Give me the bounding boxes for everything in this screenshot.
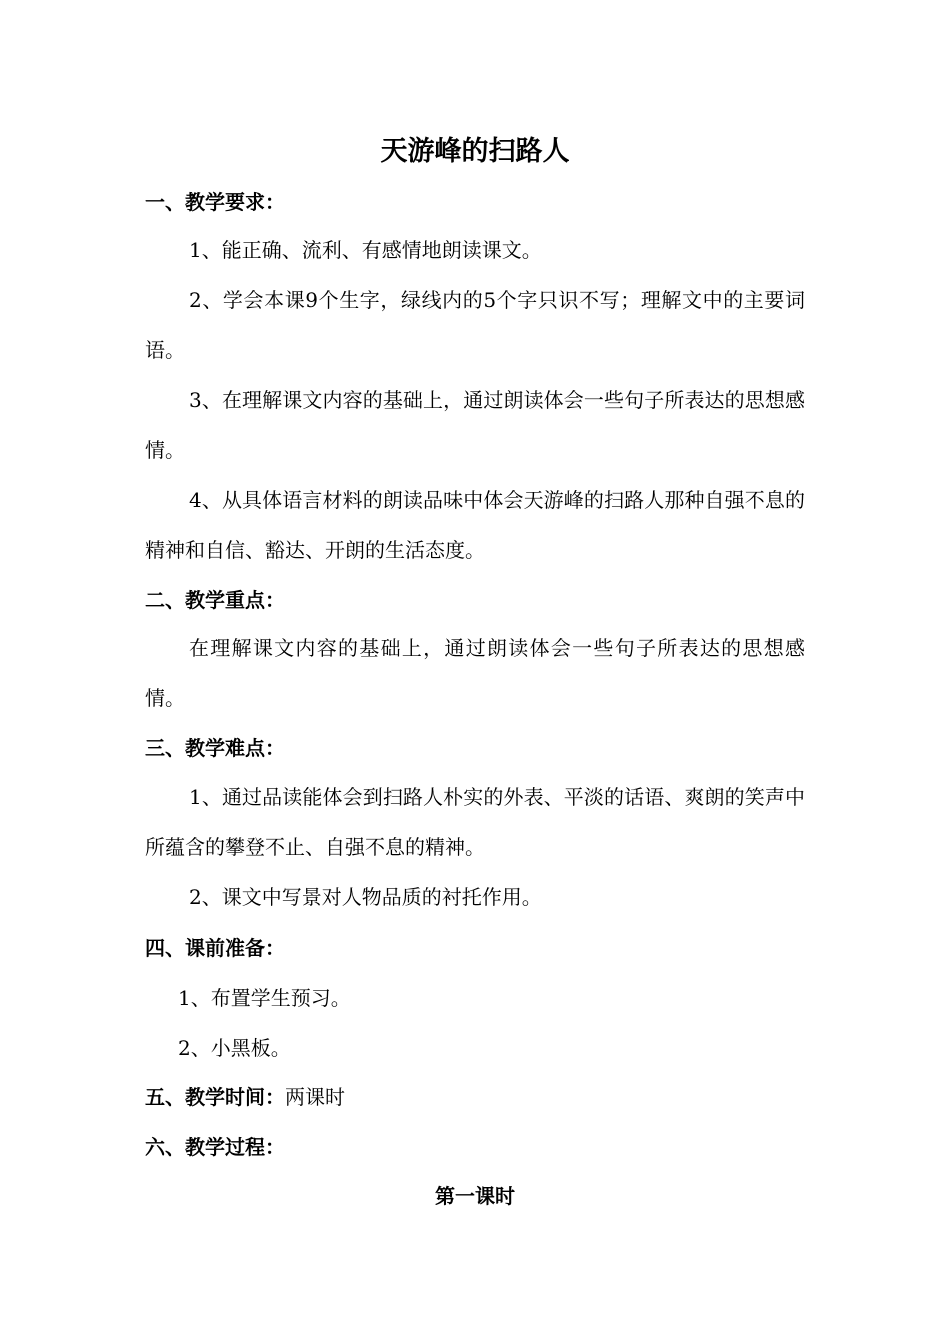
section-heading-requirements: 一、教学要求： <box>145 190 285 214</box>
section-heading-process: 六、教学过程： <box>145 1135 285 1159</box>
requirement-item-3: 3、在理解课文内容的基础上，通过朗读体会一些句子所表达的思想感情。 <box>145 388 805 462</box>
requirement-item-1: 1、能正确、流利、有感情地朗读课文。 <box>189 238 542 262</box>
key-points-text: 在理解课文内容的基础上，通过朗读体会一些句子所表达的思想感情。 <box>145 636 805 710</box>
preparation-item-1: 1、布置学生预习。 <box>178 986 351 1010</box>
document-title: 天游峰的扫路人 <box>380 136 570 167</box>
difficulty-item-2: 2、课文中写景对人物品质的衬托作用。 <box>189 885 542 909</box>
difficulty-item-1: 1、通过品读能体会到扫路人朴实的外表、平淡的话语、爽朗的笑声中所蕴含的攀登不止、自强不息的精神。 <box>145 785 805 859</box>
time-label: 五、教学时间： <box>145 1085 285 1109</box>
requirement-item-2: 2、学会本课9个生字，绿线内的5个字只识不写；理解文中的主要词语。 <box>145 288 805 362</box>
time-value: 两课时 <box>285 1085 345 1109</box>
section-heading-preparation: 四、课前准备： <box>145 936 285 960</box>
section-heading-key-points: 二、教学重点： <box>145 588 285 612</box>
lesson-subtitle: 第一课时 <box>435 1184 515 1208</box>
section-heading-difficulties: 三、教学难点： <box>145 736 285 760</box>
section-heading-time <box>145 1082 345 1112</box>
requirement-item-4: 4、从具体语言材料的朗读品味中体会天游峰的扫路人那种自强不息的精神和自信、豁达、开朗的生活态度。 <box>145 488 805 562</box>
preparation-item-2: 2、小黑板。 <box>178 1036 291 1060</box>
